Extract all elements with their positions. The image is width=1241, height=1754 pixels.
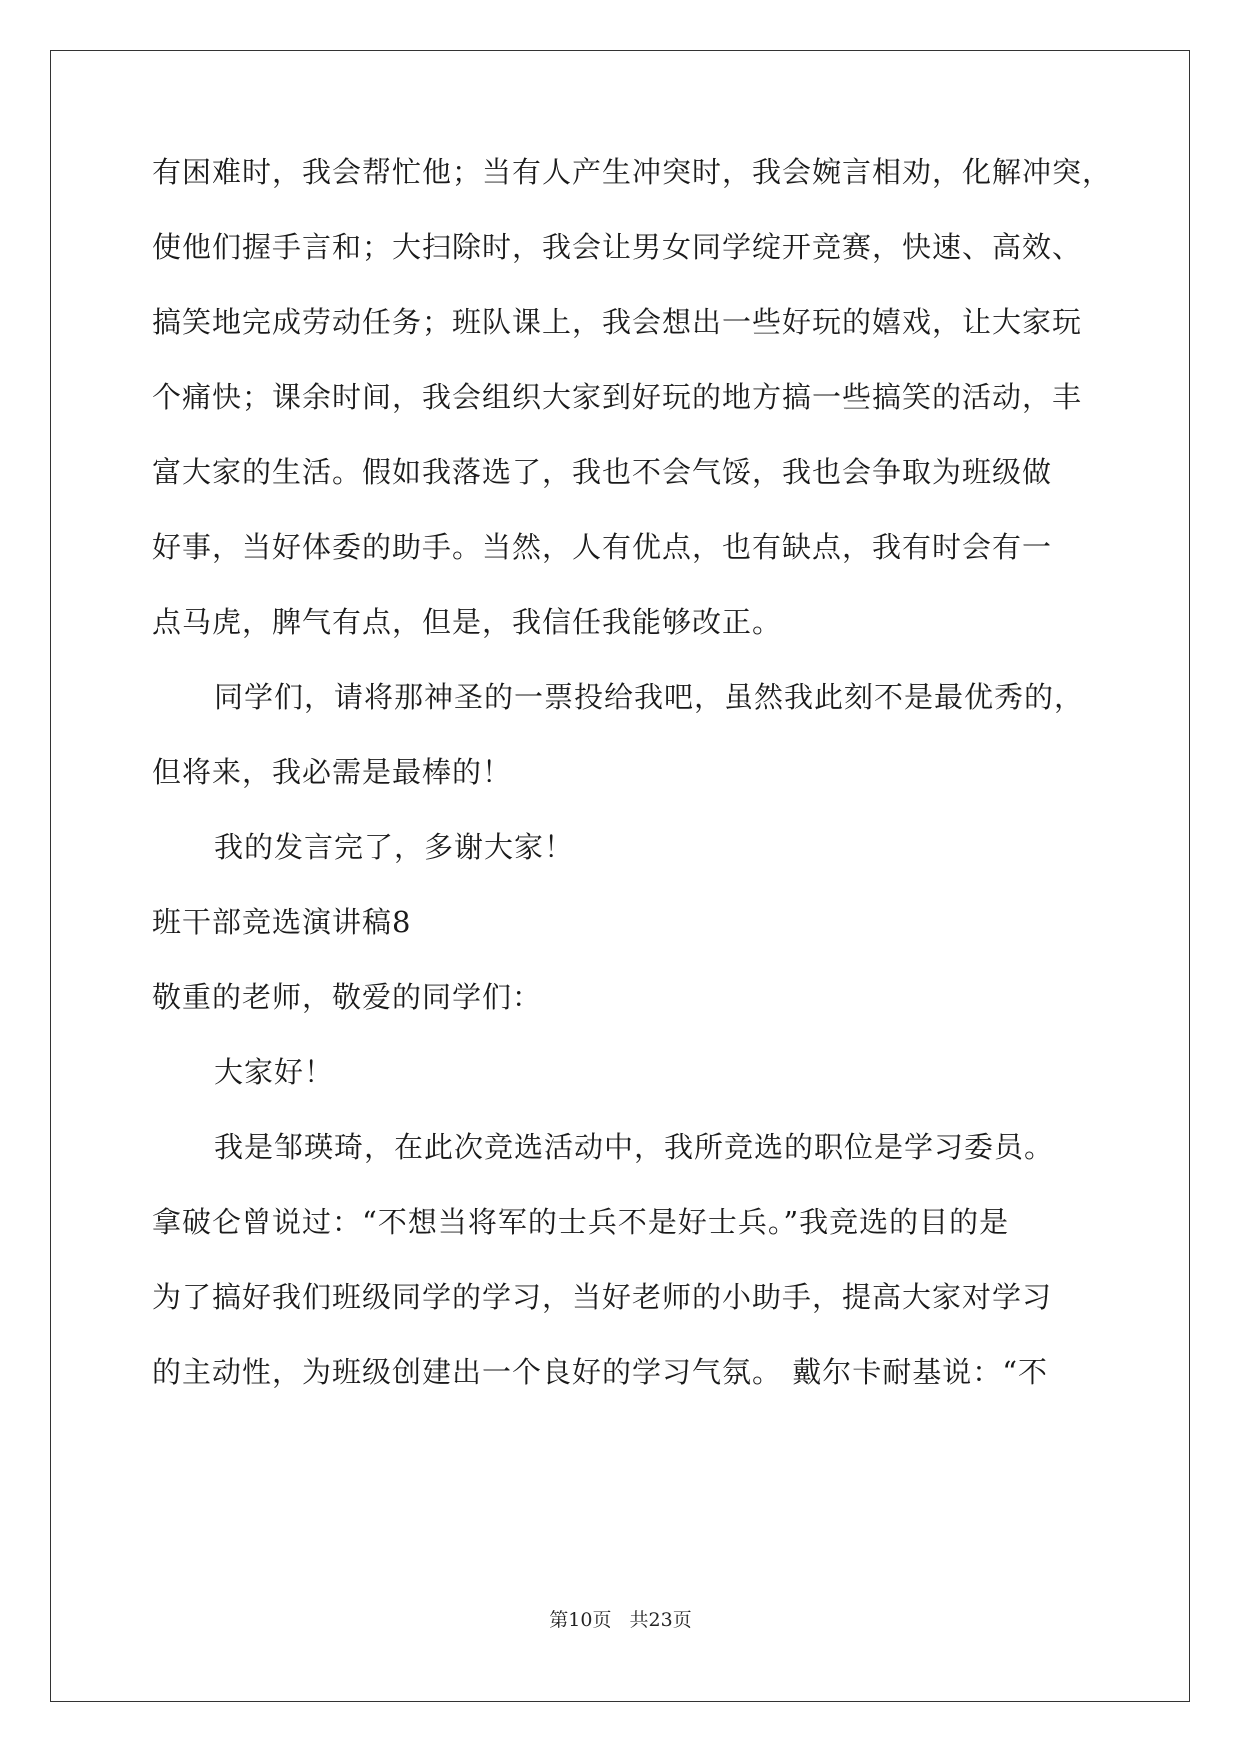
text-line: 有困难时，我会帮忙他；当有人产生冲突时，我会婉言相劝，化解冲突， xyxy=(152,155,1113,189)
text-line: 拿破仑曾说过：“不想当将军的士兵不是好士兵。”我竞选的目的是 xyxy=(152,1205,1010,1239)
text-line: 为了搞好我们班级同学的学习，当好老师的小助手，提高大家对学习 xyxy=(152,1280,1053,1314)
page-frame xyxy=(50,50,1190,1702)
text-line: 使他们握手言和；大扫除时，我会让男女同学绽开竞赛，快速、高效、 xyxy=(152,230,1083,264)
text-line: 但将来，我必需是最棒的！ xyxy=(152,755,513,789)
salutation: 敬重的老师，敬爱的同学们： xyxy=(152,980,543,1014)
text-line: 好事，当好体委的助手。当然，人有优点，也有缺点，我有时会有一 xyxy=(152,530,1053,564)
text-line: 搞笑地完成劳动任务；班队课上，我会想出一些好玩的嬉戏，让大家玩 xyxy=(152,305,1083,339)
text-line: 点马虎，脾气有点，但是，我信任我能够改正。 xyxy=(152,605,783,639)
text-line: 我的发言完了，多谢大家！ xyxy=(214,830,575,864)
page-number: 第10页 xyxy=(549,1609,612,1631)
text-line: 的主动性，为班级创建出一个良好的学习气氛。 戴尔卡耐基说：“不 xyxy=(152,1355,1049,1389)
text-line: 富大家的生活。假如我落选了，我也不会气馁，我也会争取为班级做 xyxy=(152,455,1053,489)
section-heading: 班干部竞选演讲稿8 xyxy=(152,905,412,939)
text-line: 我是邹瑛琦，在此次竞选活动中，我所竞选的职位是学习委员。 xyxy=(214,1130,1055,1164)
page-footer xyxy=(0,1605,1241,1632)
page-total: 共23页 xyxy=(629,1609,692,1631)
text-line: 同学们，请将那神圣的一票投给我吧，虽然我此刻不是最优秀的， xyxy=(214,680,1085,714)
text-line: 个痛快；课余时间，我会组织大家到好玩的地方搞一些搞笑的活动，丰 xyxy=(152,380,1083,414)
greeting: 大家好！ xyxy=(214,1055,335,1089)
